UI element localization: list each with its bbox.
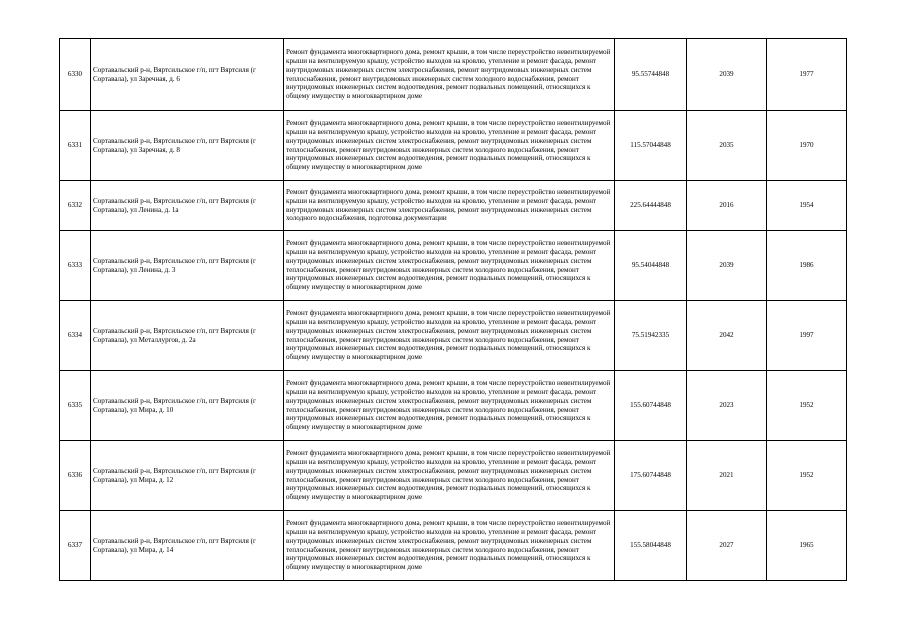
row-value: 175.60744848 [615,441,687,511]
row-works: Ремонт фундамента многоквартирного дома, ремонт крыши, в том числе переустройство невентилируемой крыши на вентилируемую крышу, устройство выходов на кровлю, утепление и ремонт фасада, ремонт внутридомовых инженерных систем электроснабжения, ремонт внутридомовых инженерных систем холодного водоснабжения, подготовка документации [284,181,615,231]
table-row [60,39,847,111]
row-works: Ремонт фундамента многоквартирного дома, ремонт крыши, в том числе переустройство невентилируемой крыши на вентилируемую крышу, устройство выходов на кровлю, утепление и ремонт фасада, ремонт внутридомовых инженерных систем электроснабжения, ремонт внутридомовых инженерных систем теплоснабжения, ремонт внутридомовых инженерных систем холодного водоснабжения, ремонт внутридомовых инженерных систем водоотведения, ремонт подвальных помещений, относящихся к общему имуществу в многоквартирном доме [284,301,615,371]
row-built-year: 1965 [767,511,847,581]
row-address: Сортавальский р-н, Вяртсильское г/п, пгт Вяртсиля (г Сортавала), ул Ленина, д. 3 [91,231,284,301]
table-row [60,111,847,181]
row-built-year: 1952 [767,441,847,511]
row-built-year: 1970 [767,111,847,181]
row-number: 6336 [60,441,91,511]
row-works: Ремонт фундамента многоквартирного дома, ремонт крыши, в том числе переустройство невентилируемой крыши на вентилируемую крышу, устройство выходов на кровлю, утепление и ремонт фасада, ремонт внутридомовых инженерных систем электроснабжения, ремонт внутридомовых инженерных систем теплоснабжения, ремонт внутридомовых инженерных систем холодного водоснабжения, ремонт внутридомовых инженерных систем водоотведения, ремонт подвальных помещений, относящихся к общему имуществу в многоквартирном доме [284,111,615,181]
row-works: Ремонт фундамента многоквартирного дома, ремонт крыши, в том числе переустройство невентилируемой крыши на вентилируемую крышу, устройство выходов на кровлю, утепление и ремонт фасада, ремонт внутридомовых инженерных систем электроснабжения, ремонт внутридомовых инженерных систем теплоснабжения, ремонт внутридомовых инженерных систем холодного водоснабжения, ремонт внутридомовых инженерных систем водоотведения, ремонт подвальных помещений, относящихся к общему имуществу в многоквартирном доме [284,441,615,511]
row-number: 6334 [60,301,91,371]
row-built-year: 1954 [767,181,847,231]
row-number: 6337 [60,511,91,581]
row-works: Ремонт фундамента многоквартирного дома, ремонт крыши, в том числе переустройство невентилируемой крыши на вентилируемую крышу, устройство выходов на кровлю, утепление и ремонт фасада, ремонт внутридомовых инженерных систем электроснабжения, ремонт внутридомовых инженерных систем теплоснабжения, ремонт внутридомовых инженерных систем холодного водоснабжения, ремонт внутридомовых инженерных систем водоотведения, ремонт подвальных помещений, относящихся к общему имуществу в многоквартирном доме [284,371,615,441]
row-value: 115.57044848 [615,111,687,181]
row-year: 2039 [687,231,767,301]
row-value: 225.64444848 [615,181,687,231]
row-works: Ремонт фундамента многоквартирного дома, ремонт крыши, в том числе переустройство невентилируемой крыши на вентилируемую крышу, устройство выходов на кровлю, утепление и ремонт фасада, ремонт внутридомовых инженерных систем электроснабжения, ремонт внутридомовых инженерных систем теплоснабжения, ремонт внутридомовых инженерных систем холодного водоснабжения, ремонт внутридомовых инженерных систем водоотведения, ремонт подвальных помещений, относящихся к общему имуществу в многоквартирном доме [284,511,615,581]
table-row [60,301,847,371]
table-row [60,371,847,441]
row-number: 6331 [60,111,91,181]
row-value: 95.54044848 [615,231,687,301]
row-address: Сортавальский р-н, Вяртсильское г/п, пгт Вяртсиля (г Сортавала), ул Мира, д. 12 [91,441,284,511]
row-value: 95.55744848 [615,39,687,111]
row-number: 6332 [60,181,91,231]
row-built-year: 1986 [767,231,847,301]
row-works: Ремонт фундамента многоквартирного дома, ремонт крыши, в том числе переустройство невентилируемой крыши на вентилируемую крышу, устройство выходов на кровлю, утепление и ремонт фасада, ремонт внутридомовых инженерных систем электроснабжения, ремонт внутридомовых инженерных систем теплоснабжения, ремонт внутридомовых инженерных систем холодного водоснабжения, ремонт внутридомовых инженерных систем водоотведения, ремонт подвальных помещений, относящихся к общему имуществу в многоквартирном доме [284,231,615,301]
row-year: 2027 [687,511,767,581]
row-value: 75.51942335 [615,301,687,371]
row-address: Сортавальский р-н, Вяртсильское г/п, пгт Вяртсиля (г Сортавала), ул Металлургов, д. 2а [91,301,284,371]
row-year: 2021 [687,441,767,511]
table-row [60,441,847,511]
row-value: 155.60744848 [615,371,687,441]
row-built-year: 1952 [767,371,847,441]
table-row [60,511,847,581]
row-year: 2035 [687,111,767,181]
row-address: Сортавальский р-н, Вяртсильское г/п, пгт Вяртсиля (г Сортавала), ул Заречная, д. 8 [91,111,284,181]
table-row [60,181,847,231]
row-year: 2023 [687,371,767,441]
row-built-year: 1997 [767,301,847,371]
row-value: 155.58044848 [615,511,687,581]
table-row [60,231,847,301]
document-table [59,38,847,581]
row-address: Сортавальский р-н, Вяртсильское г/п, пгт Вяртсиля (г Сортавала), ул Мира, д. 10 [91,371,284,441]
row-number: 6335 [60,371,91,441]
row-works: Ремонт фундамента многоквартирного дома, ремонт крыши, в том числе переустройство невентилируемой крыши на вентилируемую крышу, устройство выходов на кровлю, утепление и ремонт фасада, ремонт внутридомовых инженерных систем электроснабжения, ремонт внутридомовых инженерных систем теплоснабжения, ремонт внутридомовых инженерных систем холодного водоснабжения, ремонт внутридомовых инженерных систем водоотведения, ремонт подвальных помещений, относящихся к общему имуществу в многоквартирном доме [284,39,615,111]
row-address: Сортавальский р-н, Вяртсильское г/п, пгт Вяртсиля (г Сортавала), ул Заречная, д. 6 [91,39,284,111]
row-year: 2039 [687,39,767,111]
row-number: 6330 [60,39,91,111]
row-address: Сортавальский р-н, Вяртсильское г/п, пгт Вяртсиля (г Сортавала), ул Ленина, д. 1а [91,181,284,231]
row-number: 6333 [60,231,91,301]
row-built-year: 1977 [767,39,847,111]
row-year: 2016 [687,181,767,231]
row-year: 2042 [687,301,767,371]
row-address: Сортавальский р-н, Вяртсильское г/п, пгт Вяртсиля (г Сортавала), ул Мира, д. 14 [91,511,284,581]
